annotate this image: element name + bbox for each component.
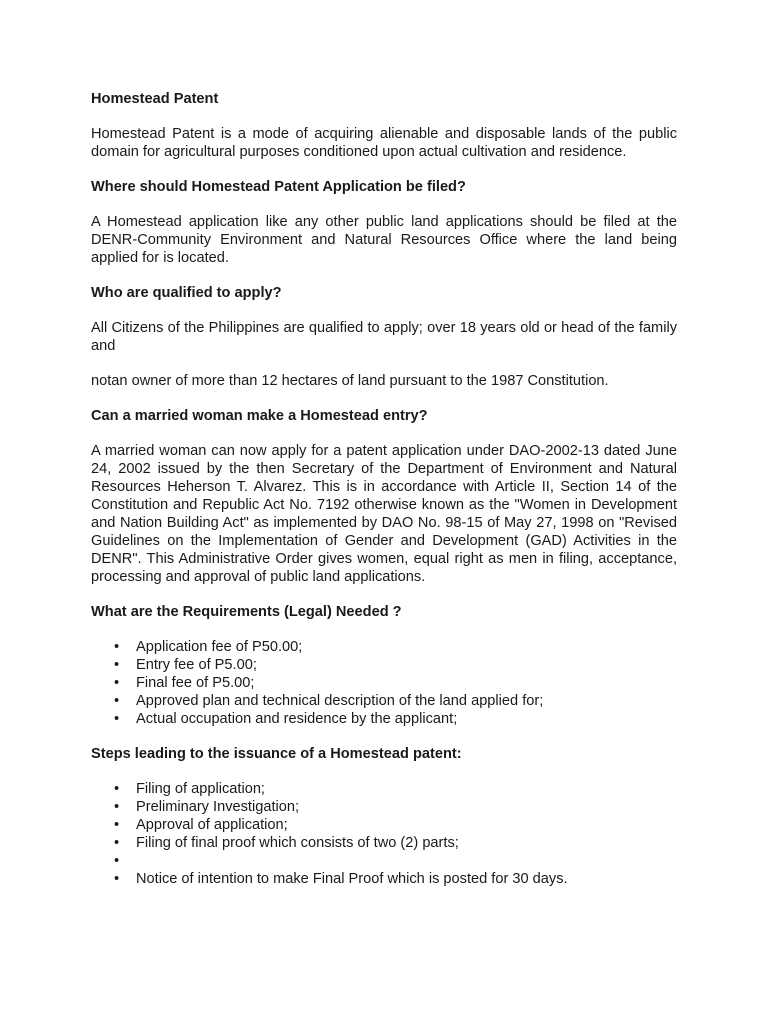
list-item-text: Preliminary Investigation;	[136, 799, 300, 815]
steps-heading: Steps leading to the issuance of a Homestead patent:	[91, 746, 462, 762]
document-title: Homestead Patent	[91, 91, 219, 107]
list-item	[91, 674, 677, 692]
requirements-list	[91, 638, 677, 728]
who-heading: Who are qualified to apply?	[91, 285, 282, 301]
list-item-text: Actual occupation and residence by the applicant;	[136, 711, 458, 727]
list-item-text: Application fee of P50.00;	[136, 639, 303, 655]
where-paragraph: A Homestead application like any other public land applications should be filed at the DENR-Community Environment and Natural Resources Office where the land being applied for is located.	[91, 214, 677, 266]
bullet-icon: •	[114, 871, 120, 887]
bullet-icon: •	[114, 711, 120, 727]
list-item	[91, 692, 677, 710]
list-item-text: Entry fee of P5.00;	[136, 657, 257, 673]
who-paragraph-2: notan owner of more than 12 hectares of land pursuant to the 1987 Constitution.	[91, 373, 609, 389]
list-item	[91, 656, 677, 674]
list-item	[91, 780, 677, 798]
bullet-icon: •	[114, 799, 120, 815]
list-item-text: Filing of final proof which consists of two (2) parts;	[136, 835, 459, 851]
bullet-icon: •	[114, 675, 120, 691]
list-item	[91, 798, 677, 816]
steps-list	[91, 780, 677, 888]
list-item	[91, 834, 677, 852]
bullet-icon: •	[114, 693, 120, 709]
document-page	[91, 90, 677, 888]
bullet-icon: •	[114, 639, 120, 655]
bullet-icon: •	[114, 853, 120, 869]
list-item	[91, 870, 677, 888]
list-item	[91, 710, 677, 728]
list-item-text: Approved plan and technical description of the land applied for;	[136, 693, 544, 709]
married-paragraph: A married woman can now apply for a patent application under DAO-2002-13 dated June 24, 2002 issued by the then Secretary of the Department of Environment and Natural Resources Heherson T. Alvarez. This is in accordance with Article II, Section 14 of the Constitution and Republic Act No. 7192 otherwise known as the "Women in Development and Nation Building Act" as implemented by DAO No. 98-15 of May 27, 1998 on "Revised Guidelines on the Implementation of Gender and Development (GAD) Activities in the DENR". This Administrative Order gives women, equal right as men in filing, acceptance, processing and approval of public land applications.	[91, 443, 677, 585]
list-item-text: Notice of intention to make Final Proof which is posted for 30 days.	[136, 871, 568, 887]
married-heading: Can a married woman make a Homestead entry?	[91, 408, 428, 424]
requirements-heading: What are the Requirements (Legal) Needed ?	[91, 604, 402, 620]
list-item	[91, 816, 677, 834]
intro-paragraph: Homestead Patent is a mode of acquiring alienable and disposable lands of the public domain for agricultural purposes conditioned upon actual cultivation and residence.	[91, 126, 677, 160]
list-item-text: Final fee of P5.00;	[136, 675, 255, 691]
list-item-text: Approval of application;	[136, 817, 288, 833]
bullet-icon: •	[114, 657, 120, 673]
bullet-icon: •	[114, 817, 120, 833]
list-item	[91, 638, 677, 656]
where-heading: Where should Homestead Patent Application be filed?	[91, 179, 466, 195]
list-item	[91, 852, 677, 870]
list-item-text: Filing of application;	[136, 781, 265, 797]
bullet-icon: •	[114, 781, 120, 797]
who-paragraph-1: All Citizens of the Philippines are qualified to apply; over 18 years old or head of the family and	[91, 320, 677, 354]
bullet-icon: •	[114, 835, 120, 851]
